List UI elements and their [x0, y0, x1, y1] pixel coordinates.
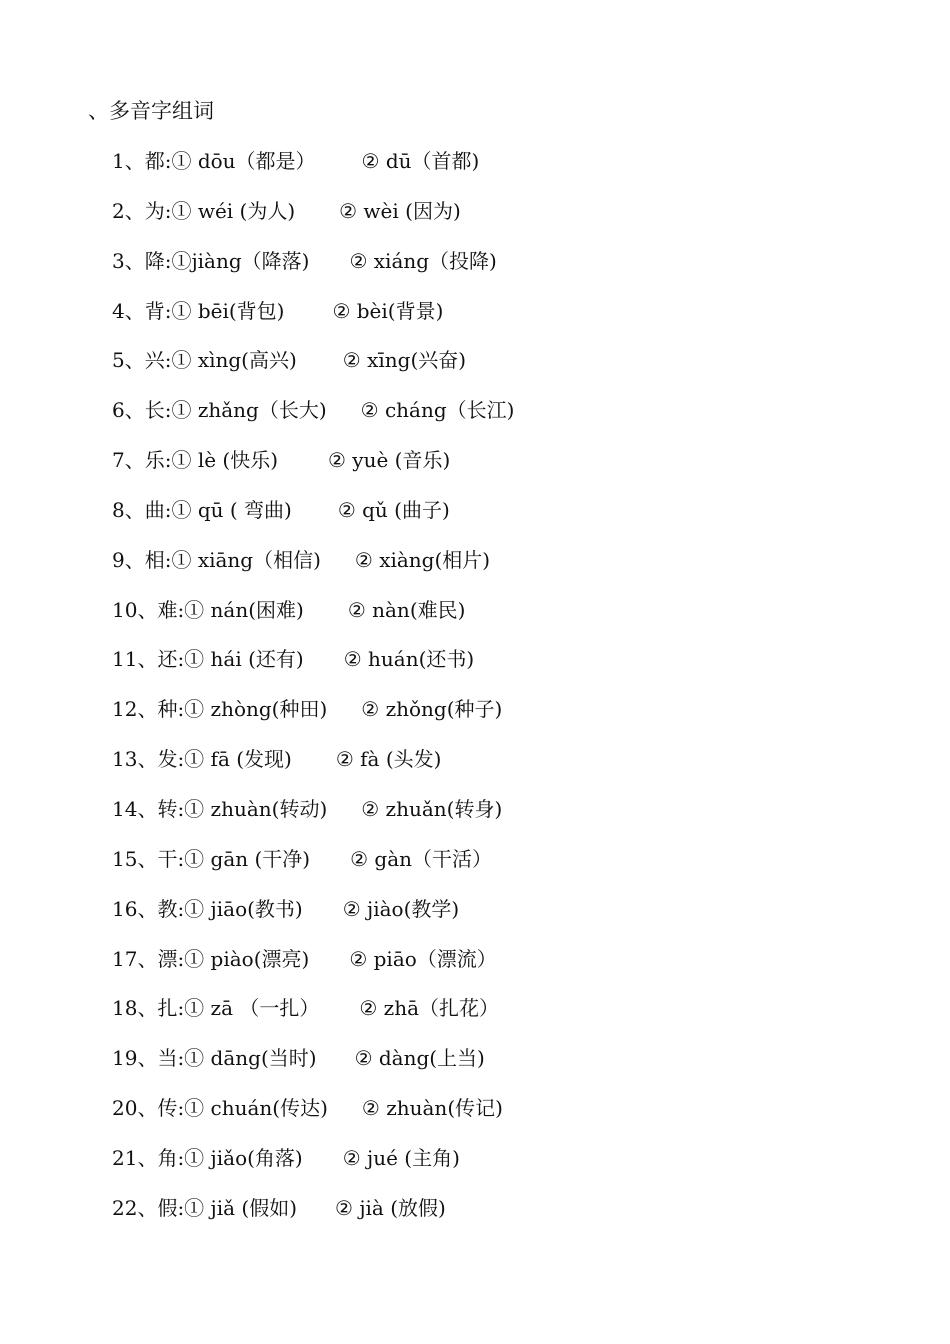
reading-two: ② bèi(背景) [332, 298, 444, 323]
list-item [112, 694, 514, 744]
list-item [112, 395, 514, 445]
reading-two: ② xiáng（投降) [349, 248, 497, 273]
reading-two: ② jià (放假) [335, 1195, 446, 1220]
reading-one: 5、兴:① xìng(高兴) [112, 348, 297, 373]
reading-one: 17、漂:① piào(漂亮) [112, 946, 310, 971]
reading-two: ② zhā（扎花） [359, 996, 500, 1021]
list-item [112, 944, 514, 994]
reading-two: ② wèi (因为) [339, 198, 461, 223]
list-item [112, 246, 514, 296]
reading-one: 7、乐:① lè (快乐) [112, 448, 279, 473]
reading-two: ② cháng（长江) [360, 398, 515, 423]
reading-two: ② nàn(难民) [347, 597, 466, 622]
reading-one: 15、干:① gān (干净) [112, 846, 311, 871]
reading-two: ② xiàng(相片) [354, 547, 491, 572]
list-item [112, 1143, 514, 1193]
list-item [112, 445, 514, 495]
list-item [112, 1093, 514, 1143]
reading-one: 20、传:① chuán(传达) [112, 1096, 328, 1121]
list-item [112, 1193, 514, 1243]
reading-two: ② huán(还书) [343, 647, 475, 672]
list-item [112, 345, 514, 395]
list-item [112, 744, 514, 794]
list-item [112, 894, 514, 944]
reading-one: 2、为:① wéi (为人) [112, 198, 296, 223]
section-heading: 、多音字组词 [88, 99, 214, 123]
reading-two: ② fà (头发) [335, 747, 442, 772]
reading-one: 1、都:① dōu（都是） [112, 149, 316, 173]
reading-two: ② xīng(兴奋) [342, 348, 467, 373]
reading-one: 18、扎:① zā （一扎） [112, 996, 320, 1021]
reading-one: 10、难:① nán(困难) [112, 597, 304, 622]
reading-one: 9、相:① xiāng（相信) [112, 547, 321, 572]
reading-one: 22、假:① jiǎ (假如) [112, 1195, 298, 1220]
reading-one: 11、还:① hái (还有) [112, 647, 304, 672]
reading-one: 3、降:①jiàng（降落) [112, 248, 310, 273]
list-item [112, 146, 514, 196]
reading-two: ② qǔ (曲子) [337, 497, 450, 522]
reading-one: 8、曲:① qū ( 弯曲) [112, 497, 292, 522]
reading-two: ② zhuàn(传记) [361, 1096, 503, 1121]
reading-one: 12、种:① zhòng(种田) [112, 697, 328, 722]
list-item [112, 794, 514, 844]
reading-one: 13、发:① fā (发现) [112, 747, 292, 772]
reading-two: ② gàn（干活） [350, 846, 493, 871]
list-item [112, 495, 514, 545]
reading-one: 14、转:① zhuàn(转动) [112, 796, 328, 821]
list-item [112, 296, 514, 346]
reading-one: 16、教:① jiāo(教书) [112, 896, 303, 921]
reading-two: ② dàng(上当) [354, 1046, 485, 1071]
list-item [112, 196, 514, 246]
list-item [112, 545, 514, 595]
reading-one: 19、当:① dāng(当时) [112, 1046, 317, 1071]
reading-two: ② zhuǎn(转身) [361, 796, 503, 821]
reading-two: ② piāo（漂流） [349, 946, 497, 971]
reading-one: 21、角:① jiǎo(角落) [112, 1145, 303, 1170]
reading-two: ② yuè (音乐) [328, 448, 451, 473]
list-item [112, 993, 514, 1043]
reading-one: 6、长:① zhǎng（长大) [112, 398, 327, 423]
reading-two: ② zhǒng(种子) [361, 697, 503, 722]
list-item [112, 644, 514, 694]
list-item [112, 1043, 514, 1093]
reading-one: 4、背:① bēi(背包) [112, 298, 285, 323]
list-item [112, 595, 514, 645]
reading-two: ② jué (主角) [342, 1145, 460, 1170]
reading-two: ② dū（首都) [361, 149, 480, 173]
polyphone-list [112, 146, 514, 1243]
reading-two: ② jiào(教学) [342, 896, 460, 921]
list-item [112, 844, 514, 894]
